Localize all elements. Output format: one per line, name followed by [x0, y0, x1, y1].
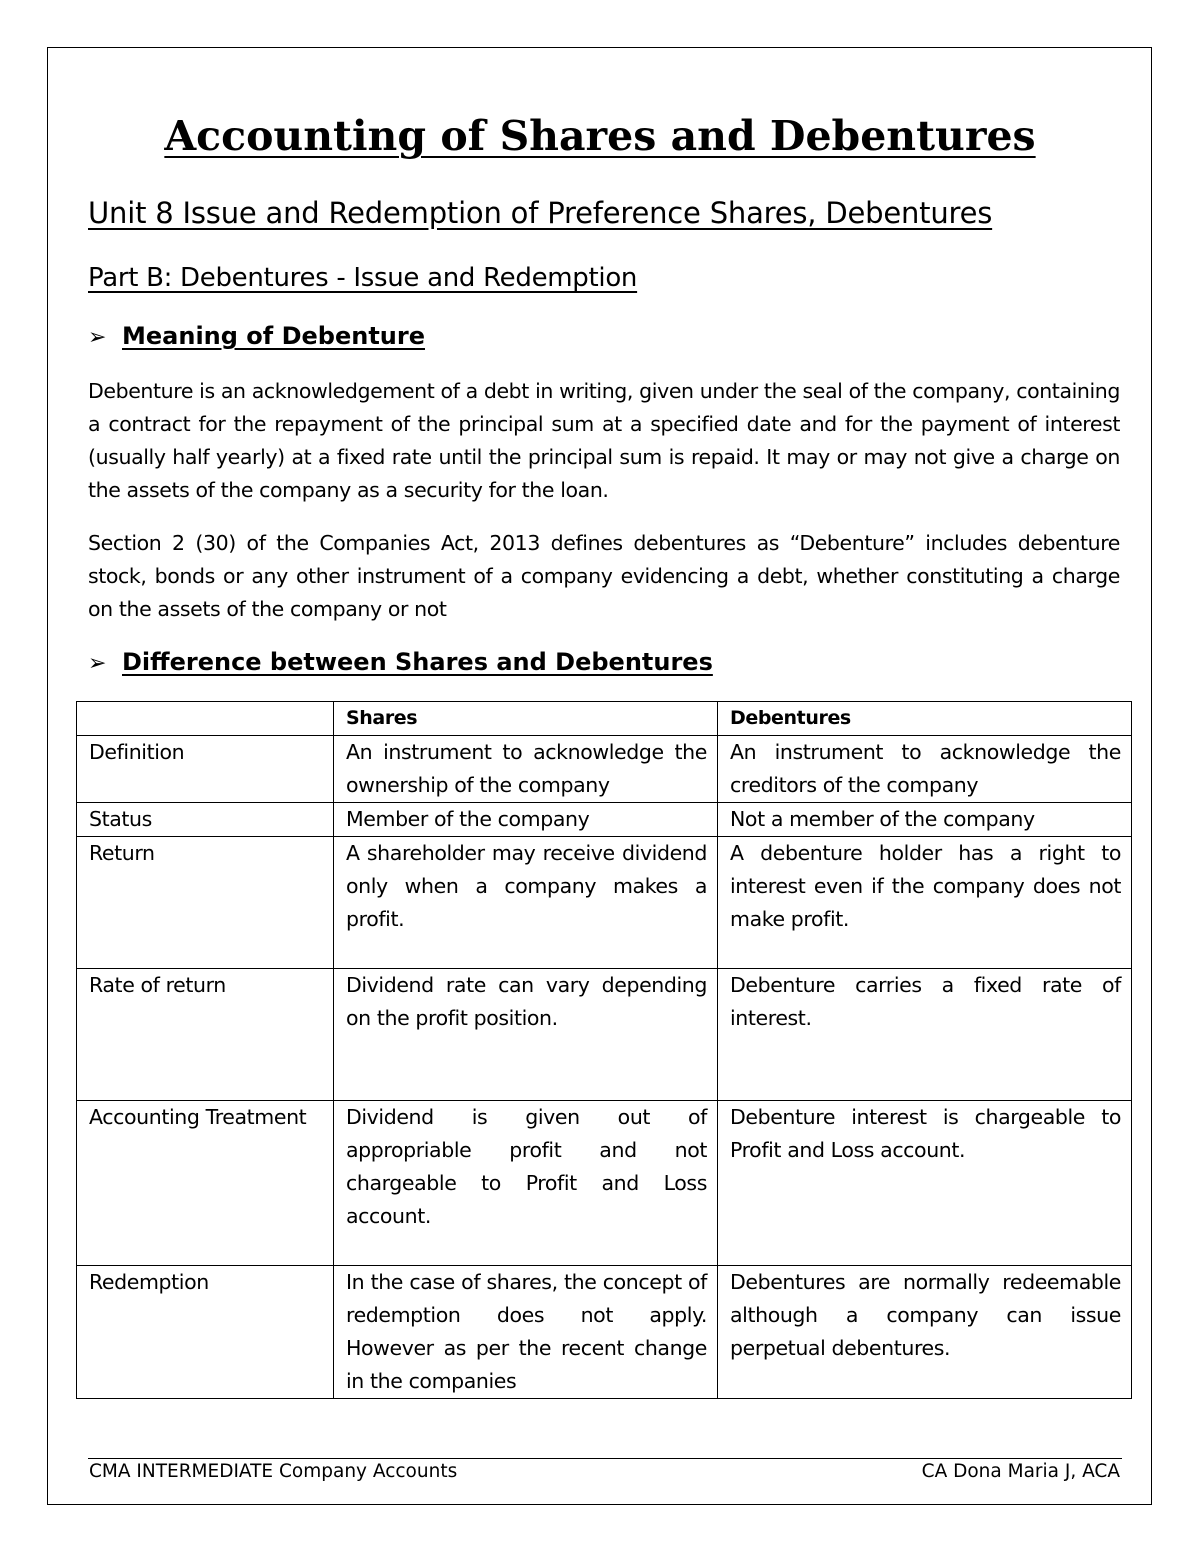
- arrow-bullet-icon: ➢: [88, 651, 107, 676]
- table-cell-label: Accounting Treatment: [77, 1101, 334, 1266]
- section-heading-difference: [88, 648, 713, 676]
- paragraph-meaning: Debenture is an acknowledgement of a debt in writing, given under the seal of the company, containing a contract for the repayment of the principal sum at a specified date and for the payment of interest (usually half yearly) at a fixed rate until the principal sum is repaid. It may or may not give a charge on the assets of the company as a security for the loan.: [88, 379, 1120, 502]
- footer-divider: [88, 1458, 1122, 1459]
- table-row: [77, 969, 1132, 1101]
- part-heading: Part B: Debentures - Issue and Redemption: [88, 263, 638, 293]
- table-cell-label: Definition: [77, 736, 334, 803]
- table-cell: An instrument to acknowledge the creditors of the company: [718, 736, 1132, 803]
- document-title: Accounting of Shares and Debentures: [164, 112, 1036, 160]
- table-cell: Dividend rate can vary depending on the profit position.: [334, 969, 718, 1101]
- comparison-table: [76, 701, 1132, 1399]
- footer-course: CMA INTERMEDIATE Company Accounts: [89, 1461, 458, 1482]
- section-heading-text: Difference between Shares and Debentures: [122, 648, 713, 676]
- table-cell: Dividend is given out of appropriable profit and not chargeable to Profit and Loss account.: [334, 1101, 718, 1266]
- footer-author: CA Dona Maria J, ACA: [921, 1461, 1120, 1482]
- paragraph-section-definition: Section 2 (30) of the Companies Act, 2013 defines debentures as “Debenture” includes debenture stock, bonds or any other instrument of a company evidencing a debt, whether constituting a charge on the assets of the company or not: [88, 531, 1120, 621]
- table-cell-label: Status: [77, 803, 334, 837]
- table-cell: An instrument to acknowledge the ownership of the company: [334, 736, 718, 803]
- table-header-cell: [77, 702, 334, 736]
- table-row: [77, 1101, 1132, 1266]
- table-header-cell: Debentures: [718, 702, 1132, 736]
- table-cell: A debenture holder has a right to interest even if the company does not make profit.: [718, 837, 1132, 969]
- unit-heading: Unit 8 Issue and Redemption of Preference Shares, Debentures: [88, 196, 993, 230]
- arrow-bullet-icon: ➢: [88, 325, 107, 350]
- section-heading-meaning: [88, 322, 425, 350]
- table-cell: Debenture interest is chargeable to Profit and Loss account.: [718, 1101, 1132, 1266]
- table-header-row: [77, 702, 1132, 736]
- table-cell-label: Redemption: [77, 1266, 334, 1399]
- table-row: [77, 837, 1132, 969]
- table-row: [77, 736, 1132, 803]
- table-cell: Member of the company: [334, 803, 718, 837]
- table-row: [77, 803, 1132, 837]
- table-row: [77, 1266, 1132, 1399]
- table-cell: A shareholder may receive dividend only when a company makes a profit.: [334, 837, 718, 969]
- table-cell-label: Rate of return: [77, 969, 334, 1101]
- section-heading-text: Meaning of Debenture: [122, 322, 425, 350]
- table-header-cell: Shares: [334, 702, 718, 736]
- table-cell: Not a member of the company: [718, 803, 1132, 837]
- table-cell: Debenture carries a fixed rate of interest.: [718, 969, 1132, 1101]
- table-cell: Debentures are normally redeemable although a company can issue perpetual debentures.: [718, 1266, 1132, 1399]
- table-cell-label: Return: [77, 837, 334, 969]
- table-cell: In the case of shares, the concept of redemption does not apply. However as per the recent change in the companies: [334, 1266, 718, 1399]
